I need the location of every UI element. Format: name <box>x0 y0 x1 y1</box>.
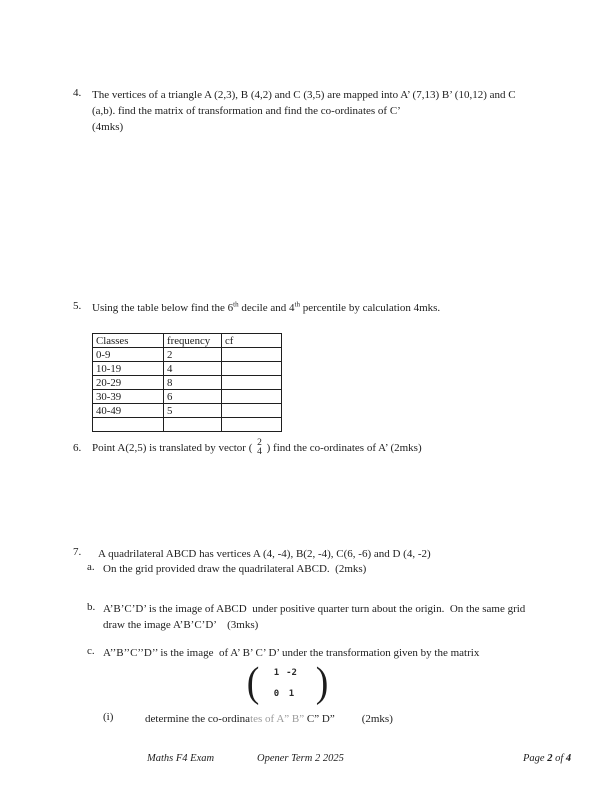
footer-term: Opener Term 2 2025 <box>257 753 344 764</box>
question-4-line-2: (a,b). find the matrix of transformation and find the co-ordinates of C’ <box>92 105 401 117</box>
cell-frequency <box>164 418 222 432</box>
ordinal-superscript: th <box>294 300 300 309</box>
footer-exam-name: Maths F4 Exam <box>147 753 215 764</box>
question-5-number: 5. <box>73 300 82 312</box>
question-7c <box>87 645 479 661</box>
question-7b-text <box>103 601 525 633</box>
i-marks: (2mks) <box>361 713 393 725</box>
table-row <box>93 418 282 432</box>
question-7-number: 7. <box>73 546 82 558</box>
question-5-text-mid: decile and 4 <box>238 302 295 314</box>
cell-cf <box>222 362 282 376</box>
question-7b-line-1: A’B’C’D’ is the image of ABCD under positive quarter turn about the origin. On the same grid <box>103 603 526 615</box>
vector-top-value: 2 <box>257 437 262 448</box>
cell-class: 40-49 <box>93 404 164 418</box>
question-6-number: 6. <box>73 442 82 454</box>
question-7c-i <box>103 711 393 727</box>
question-4-line-1: The vertices of a triangle A (2,3), B (4,2) and C (3,5) are mapped into A’ (7,13) B’ (10,12) and C <box>92 89 516 101</box>
question-7c-text: A’’B’’C’’D’’ is the image of A’ B’ C’ D’ under the transformation given by the matrix <box>103 647 480 659</box>
matrix-cell-r2c1: 0 <box>273 689 280 699</box>
question-5-text <box>92 300 440 316</box>
question-4-number: 4. <box>73 87 82 99</box>
question-5-text-start: Using the table below find the 6 <box>92 302 234 314</box>
question-7c-i-text <box>145 711 393 727</box>
question-4-text <box>92 87 516 135</box>
translation-vector <box>257 439 262 458</box>
cell-class: 30-39 <box>93 390 164 404</box>
cell-cf <box>222 390 282 404</box>
matrix-cell-r2c2: 1 <box>288 689 295 699</box>
matrix-close-paren: ) <box>315 660 329 706</box>
cell-class: 20-29 <box>93 376 164 390</box>
table-header-row <box>93 334 282 348</box>
matrix-open-paren: ( <box>246 660 260 706</box>
header-classes: Classes <box>93 334 164 348</box>
cell-frequency: 2 <box>164 348 222 362</box>
question-7a-label: a. <box>87 561 95 573</box>
cell-frequency: 5 <box>164 404 222 418</box>
table-row <box>93 376 282 390</box>
question-6-text-end: ) find the co-ordinates of A’ (2mks) <box>263 442 422 454</box>
question-6-text <box>92 439 422 458</box>
question-4 <box>73 87 516 135</box>
question-4-marks: (4mks) <box>92 121 124 133</box>
question-7c-i-label: (i) <box>103 711 114 723</box>
question-5 <box>73 300 440 316</box>
table-row <box>93 348 282 362</box>
question-6-text-start: Point A(2,5) is translated by vector ( <box>92 442 256 454</box>
cell-cf <box>222 348 282 362</box>
cell-cf <box>222 404 282 418</box>
header-frequency: frequency <box>164 334 222 348</box>
vector-bottom-value: 4 <box>257 447 262 457</box>
ordinal-superscript: th <box>233 300 239 309</box>
footer-page-total: 4 <box>565 753 572 764</box>
cell-frequency: 8 <box>164 376 222 390</box>
question-7b <box>87 601 525 633</box>
table-row <box>93 404 282 418</box>
question-7-intro: A quadrilateral ABCD has vertices A (4, -4), B(2, -4), C(6, -6) and D (4, -2) <box>98 548 431 560</box>
frequency-table <box>92 333 282 432</box>
cell-frequency: 6 <box>164 390 222 404</box>
cell-class <box>93 418 164 432</box>
i-text-end: C” D” <box>304 713 335 725</box>
question-7b-label: b. <box>87 601 96 613</box>
question-7c-label: c. <box>87 645 95 657</box>
footer-page-number <box>523 753 571 764</box>
cell-cf <box>222 376 282 390</box>
question-7b-line-2: draw the image A’B’C’D’ (3mks) <box>103 619 259 631</box>
cell-cf <box>222 418 282 432</box>
transformation-matrix <box>246 661 329 705</box>
cell-class: 0-9 <box>93 348 164 362</box>
cell-frequency: 4 <box>164 362 222 376</box>
footer-page-prefix: Page <box>523 753 548 764</box>
table-row <box>93 362 282 376</box>
matrix-cell-r1c2: -2 <box>286 668 297 678</box>
question-7a-text: On the grid provided draw the quadrilateral ABCD. (2mks) <box>103 563 367 575</box>
table-row <box>93 390 282 404</box>
footer-page-mid: of <box>552 753 566 764</box>
question-6 <box>73 434 422 462</box>
footer-page-current: 2 <box>547 753 553 764</box>
matrix-cell-r1c1: 1 <box>273 668 280 678</box>
i-text-start: determine the co-ordina <box>145 713 251 725</box>
i-text-faded: tes of A” B” <box>250 713 305 725</box>
question-7 <box>73 546 431 562</box>
matrix-values <box>269 669 299 699</box>
header-cf: cf <box>222 334 282 348</box>
cell-class: 10-19 <box>93 362 164 376</box>
question-7a <box>87 561 366 577</box>
question-5-text-end: percentile by calculation 4mks. <box>299 302 441 314</box>
